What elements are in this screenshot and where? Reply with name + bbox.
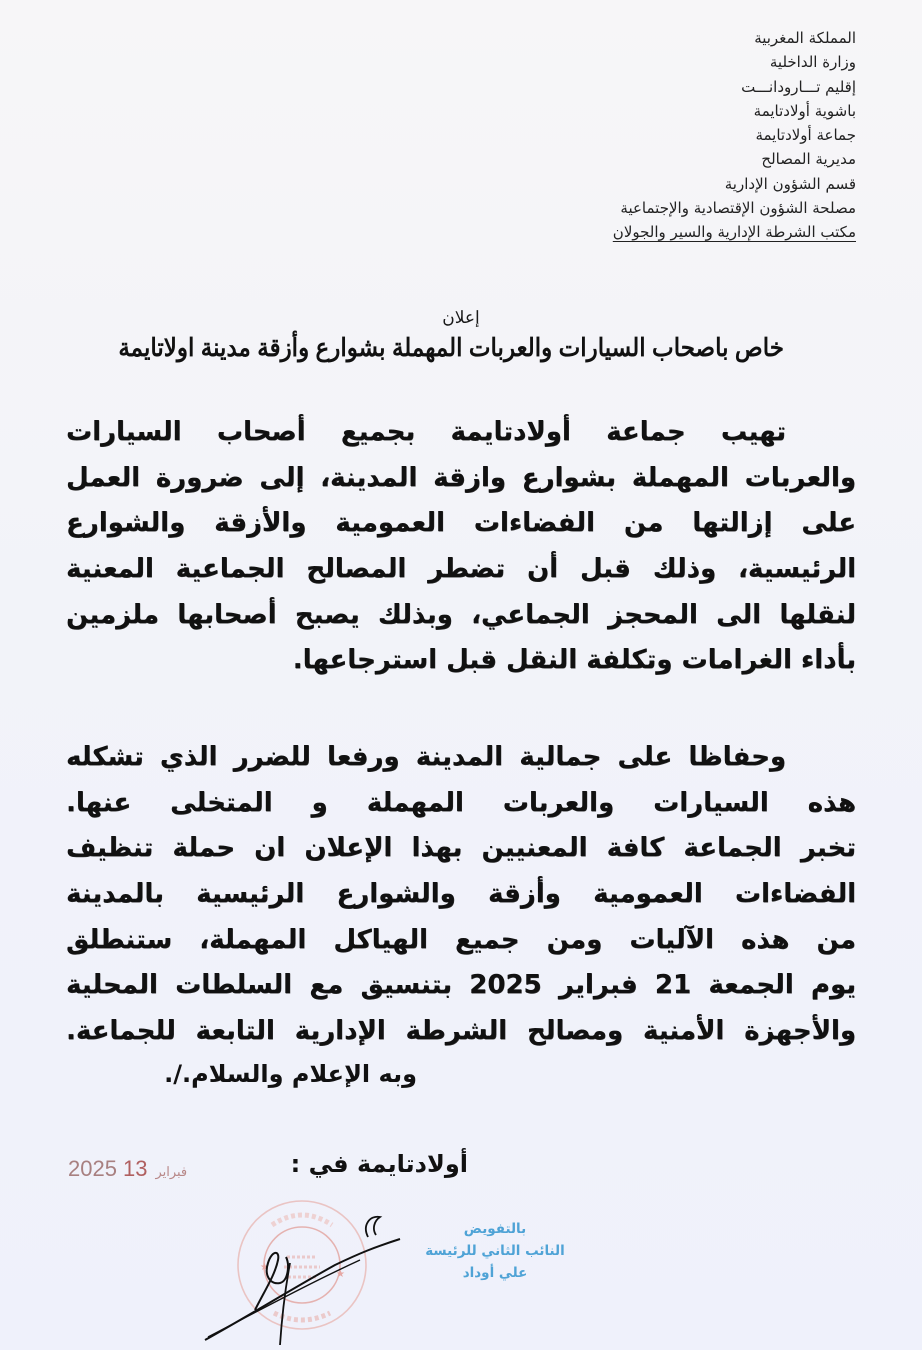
body-paragraph-2 [66, 735, 856, 1055]
date-day: 13 [122, 1156, 148, 1181]
body-line: والأجهزة الأمنية ومصالح الشرطة الإدارية التابعة للجماعة. [66, 1016, 856, 1047]
letterhead [613, 26, 856, 245]
body-line: على إزالتها من الفضاءات العمومية والأزقة والشوارع [66, 508, 856, 539]
body-paragraph-1 [66, 410, 856, 684]
svg-text:★: ★ [336, 1269, 345, 1280]
body-line: هذه السيارات والعربات المهملة و المتخلى عنها. [66, 787, 856, 818]
body-line: وحفاظا على جمالية المدينة ورفعا للضرر الذي تشكله [66, 742, 786, 772]
delegation-line-1: بالتفويض [463, 1221, 527, 1237]
delegation-line-2: النائب الثاني للرئيسة [425, 1243, 565, 1259]
svg-text:★: ★ [260, 1262, 269, 1273]
delegation-signature-block [380, 1218, 610, 1284]
body-line: بأداء الغرامات وتكلفة النقل قبل استرجاعها. [292, 645, 856, 676]
letterhead-line-province: إقليم تـــارودانـــت [741, 77, 856, 96]
place-and-date [68, 1150, 468, 1190]
letterhead-line-directorate: مديرية المصالح [761, 150, 856, 169]
body-line: تهيب جماعة أولادتايمة بجميع أصحاب السيارات [66, 417, 786, 447]
letterhead-line-kingdom: المملكة المغربية [754, 29, 856, 47]
delegation-line-3: علي أوداد [462, 1265, 528, 1281]
body-line: الرئيسية، وذلك قبل أن تضطر المصالح الجماعية المعنية [66, 554, 856, 585]
body-line: من هذه الآليات ومن جميع الهياكل المهملة، ستنطلق [66, 924, 856, 955]
date-year: 2025 [68, 1156, 117, 1181]
body-line: تخبر الجماعة كافة المعنيين بهذا الإعلان ان حملة تنظيف [66, 833, 856, 864]
place-label: أولادتايمة في : [290, 1150, 468, 1178]
letterhead-line-service: مصلحة الشؤون الإقتصادية والإجتماعية [620, 199, 856, 218]
body-line: والعربات المهملة بشوارع وازقة المدينة، إلى ضرورة العمل [66, 462, 856, 493]
closing-salutation: وبه الإعلام والسلام./. [164, 1060, 417, 1088]
letterhead-line-ministry: وزارة الداخلية [769, 53, 856, 72]
date-stamp [68, 1156, 195, 1182]
date-month: فبراير [155, 1164, 188, 1179]
letterhead-line-office: مكتب الشرطة الإدارية والسير والجولان [612, 223, 856, 242]
body-line: الفضاءات العمومية وأزقة والشوارع الرئيسية بالمدينة [66, 879, 856, 910]
letterhead-line-commune: جماعة أولادتايمة [755, 126, 856, 145]
letterhead-line-division: قسم الشؤون الإدارية [724, 174, 856, 193]
body-line: لنقلها الى المحجز الجماعي، وبذلك يصبح أصحابها ملزمين [66, 599, 856, 630]
announcement-label: إعلان [442, 308, 480, 327]
announcement-subtitle: خاص باصحاب السيارات والعربات المهملة بشوارع وأزقة مدينة اولاتايمة [118, 334, 784, 362]
body-line: يوم الجمعة 21 فبراير 2025 بتنسيق مع السلطات المحلية [66, 970, 857, 1001]
letterhead-line-pashalik: باشوية أولادتايمة [753, 101, 856, 120]
